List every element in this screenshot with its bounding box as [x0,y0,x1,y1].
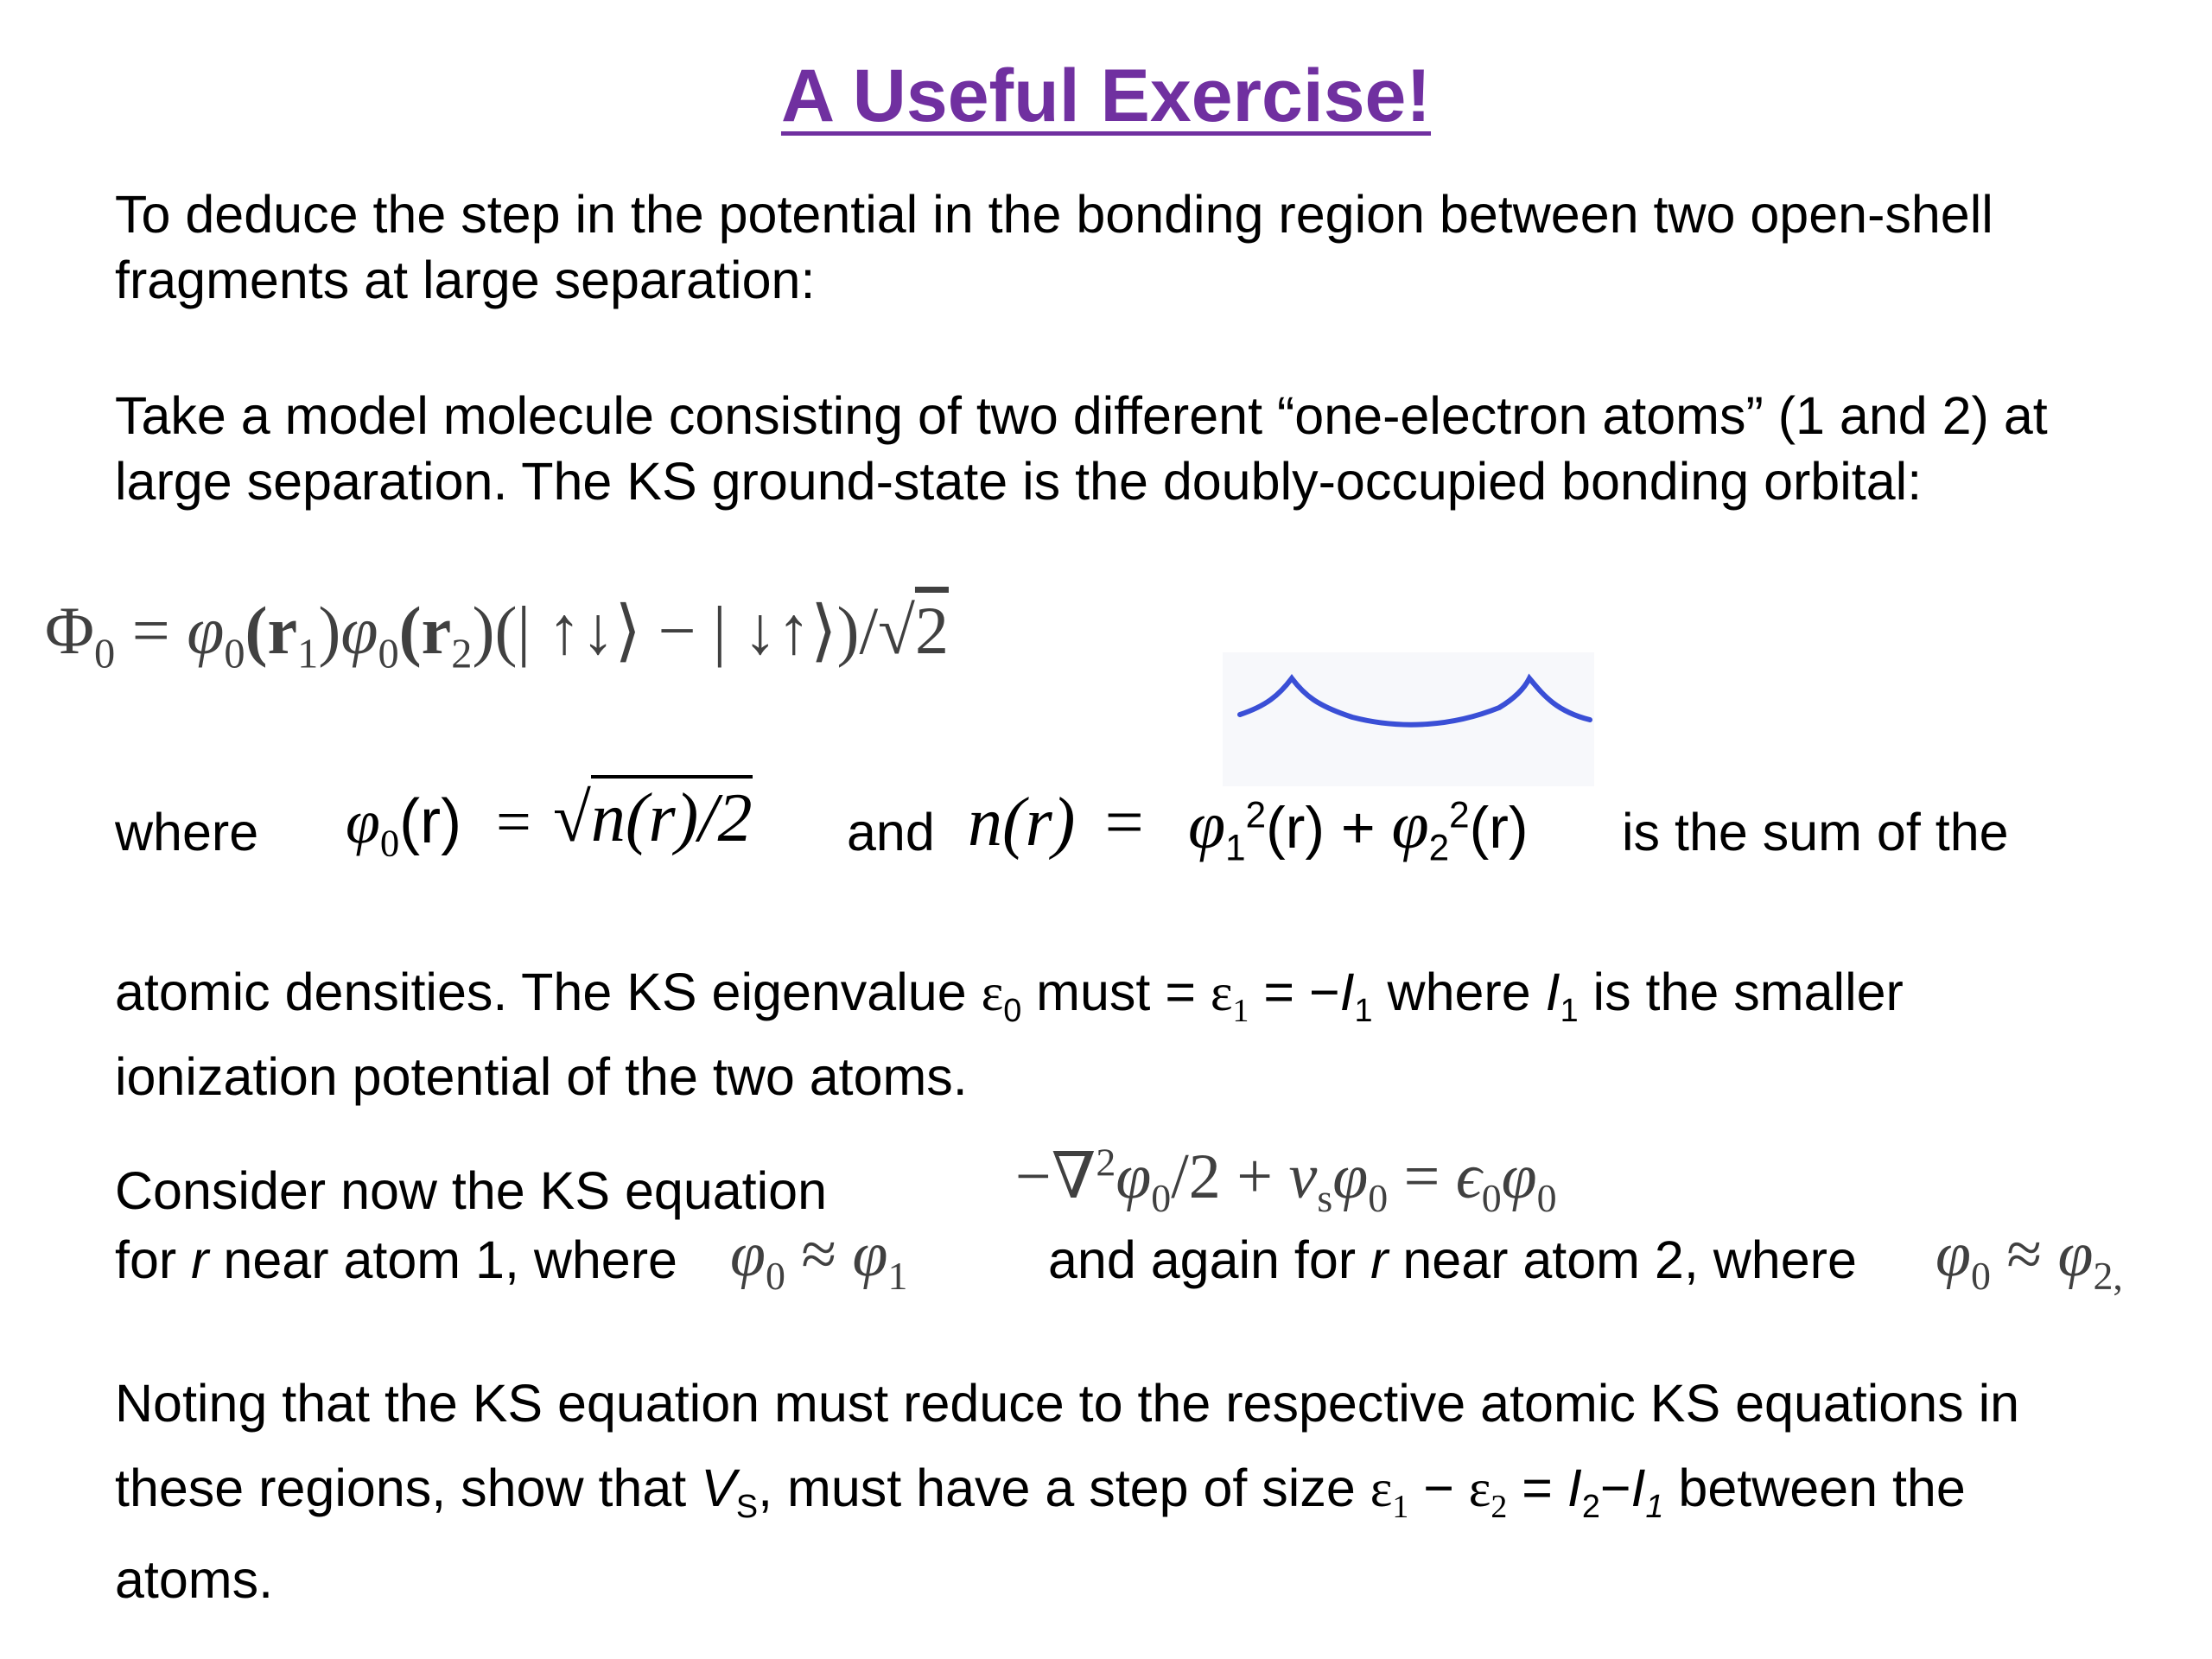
density-sum: $\varphi_1^2(r) + \varphi_2^2(r)$ [1188,787,1529,868]
density-curve-icon [1223,652,1594,786]
intro-line-2: fragments at large separation: [115,251,816,309]
phi0-definition: $\varphi_0(r)$ = [346,787,531,865]
intro-line-1: To deduce the step in the potential in the bonding region between two open-shell [115,185,1993,244]
step-line-3: atoms. [115,1550,274,1610]
eigenvalue-paragraph [115,959,1904,1109]
step-paragraph [115,1361,2019,1610]
approx-atom-1: $\varphi_0 \approx \varphi_1$ [730,1219,908,1298]
page-title: A Useful Exercise! [780,54,1432,137]
model-line-1: Take a model molecule consisting of two different “one-electron atoms” (1 and 2) at [115,386,2048,445]
sum-text: is the sum of the [1622,803,2009,861]
ks-consider-text: Consider now the KS equation [115,1161,828,1220]
and-label: and [847,803,935,861]
approx-atom-2: $\varphi_0 \approx \varphi_{2,}$ [1936,1219,2123,1298]
near-atom-1-text: for r near atom 1, where [115,1230,677,1289]
model-line-2: large separation. The KS ground-state is the doubly-occupied bonding orbital: [115,452,1923,511]
eigenvalue-line-1: atomic densities. The KS eigenvalue $\varepsilon_0$ must = $\varepsilon_1 = -I_1$ where $I_1$ is the smaller [115,963,1904,1030]
density-definition: n(r) = [968,785,1144,861]
sqrt-density: √n(r)/2 [553,778,753,858]
near-atom-2-text: and again for r near atom 2, where [1048,1230,1857,1289]
ks-equation: $-\nabla^2\varphi_0/2 + v_s\varphi_0 = \epsilon_0\varphi_0$ [1015,1140,1557,1220]
intro-paragraph [115,181,1993,313]
eigenvalue-line-2: ionization potential of the two atoms. [115,1047,968,1107]
step-line-1: Noting that the KS equation must reduce to the respective atomic KS equations in [115,1374,2020,1433]
step-line-2: these regions, show that $V_S$, must have a step of size $\varepsilon_1 - \varepsilon_2 = I_2-I_1$ between the [115,1459,1966,1526]
ground-state-equation: $\Phi_0 = \varphi_0(r_1)\varphi_0(r_2)(|$ ↑↓⟩ − | ↓↑⟩)/√2 [45,593,949,677]
model-paragraph [115,383,2048,514]
where-label: where [115,803,259,861]
